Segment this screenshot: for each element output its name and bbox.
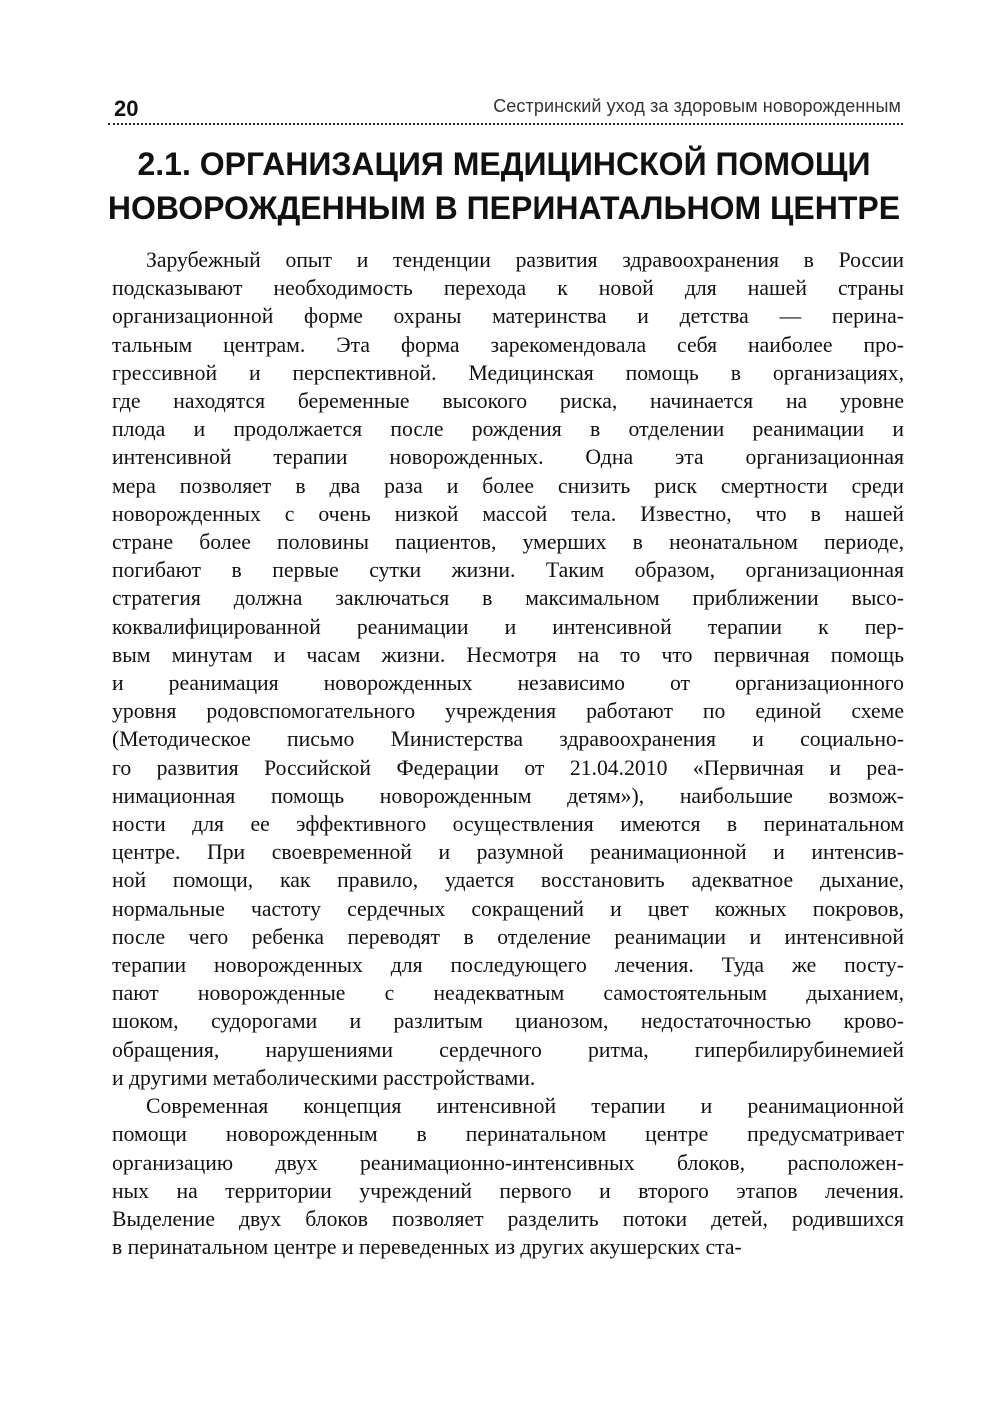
text-line: Выделение двух блоков позволяет разделить потоки детей, родившихся xyxy=(112,1206,904,1231)
text-line: центре. При своевременной и разумной реанимационной и интенсив- xyxy=(112,840,904,865)
body-text xyxy=(112,246,904,1261)
text-line: плода и продолжается после рождения в отделении реанимации и xyxy=(112,417,904,442)
text-line: и другими метаболическими расстройствами. xyxy=(112,1065,536,1090)
text-line: погибают в первые сутки жизни. Таким образом, организационная xyxy=(112,558,904,583)
text-line: мера позволяет в два раза и более снизить риск смертности среди xyxy=(112,473,904,498)
text-line: подсказывают необходимость перехода к новой для нашей страны xyxy=(112,276,904,301)
section-title-line: 2.1. ОРГАНИЗАЦИЯ МЕДИЦИНСКОЙ ПОМОЩИ xyxy=(137,146,871,182)
text-line: (Методическое письмо Министерства здравоохранения и социально- xyxy=(112,727,904,752)
text-line: и реанимация новорожденных независимо от организационного xyxy=(112,671,904,696)
text-line: го развития Российской Федерации от 21.04.2010 «Первичная и реа- xyxy=(112,755,904,780)
text-line: вым минутам и часам жизни. Несмотря на то что первичная помощь xyxy=(112,642,904,667)
text-line: грессивной и перспективной. Медицинская помощь в организациях, xyxy=(112,360,904,385)
text-line: стране более половины пациентов, умерших в неонатальном периоде, xyxy=(112,530,904,555)
running-title: Сестринский уход за здоровым новорожденным xyxy=(493,96,901,116)
text-line: помощи новорожденным в перинатальном центре предусматривает xyxy=(112,1122,904,1147)
text-line: пают новорожденные с неадекватным самостоятельным дыханием, xyxy=(112,981,904,1006)
page-number: 20 xyxy=(114,96,139,121)
text-line: в перинатальном центре и переведенных из других акушерских ста- xyxy=(112,1235,742,1260)
text-line: нормальные частоту сердечных сокращений и цвет кожных покровов, xyxy=(112,896,904,921)
page-header xyxy=(108,90,903,134)
text-line: стратегия должна заключаться в максимальном приближении высо- xyxy=(112,586,904,611)
text-line: после чего ребенка переводят в отделение реанимации и интенсивной xyxy=(112,924,904,949)
paragraph xyxy=(112,1092,904,1261)
text-line: где находятся беременные высокого риска, начинается на уровне xyxy=(112,389,904,414)
text-line: тальным центрам. Эта форма зарекомендовала себя наиболее про- xyxy=(112,332,904,357)
text-line: ности для ее эффективного осуществления имеются в перинатальном xyxy=(112,812,904,837)
paragraph xyxy=(112,246,904,1092)
text-line: шоком, судорогами и разлитым цианозом, недостаточностью крово- xyxy=(112,1009,904,1034)
section-title-line: НОВОРОЖДЕННЫМ В ПЕРИНАТАЛЬНОМ ЦЕНТРЕ xyxy=(107,190,901,226)
section-title xyxy=(100,142,908,230)
text-line: интенсивной терапии новорожденных. Одна эта организационная xyxy=(112,445,904,470)
text-line: организационной форме охраны материнства и детства — перина- xyxy=(112,304,904,329)
text-line: уровня родовспомогательного учреждения работают по единой схеме xyxy=(112,699,904,724)
text-line: организацию двух реанимационно-интенсивных блоков, расположен- xyxy=(112,1150,904,1175)
text-line: обращения, нарушениями сердечного ритма, гипербилирубинемией xyxy=(112,1037,904,1062)
text-line: коквалифицированной реанимации и интенсивной терапии к пер- xyxy=(112,614,904,639)
text-line: новорожденных с очень низкой массой тела. Известно, что в нашей xyxy=(112,501,904,526)
text-line: ной помощи, как правило, удается восстановить адекватное дыхание, xyxy=(112,868,904,893)
header-dotted-rule xyxy=(108,123,903,125)
text-line: ных на территории учреждений первого и второго этапов лечения. xyxy=(112,1178,904,1203)
text-line: Зарубежный опыт и тенденции развития здравоохранения в России xyxy=(146,248,904,272)
text-line: нимационная помощь новорожденным детям»), наибольшие возмож- xyxy=(112,783,904,808)
text-line: терапии новорожденных для последующего лечения. Туда же посту- xyxy=(112,953,904,978)
text-line: Современная концепция интенсивной терапии и реанимационной xyxy=(146,1094,904,1119)
